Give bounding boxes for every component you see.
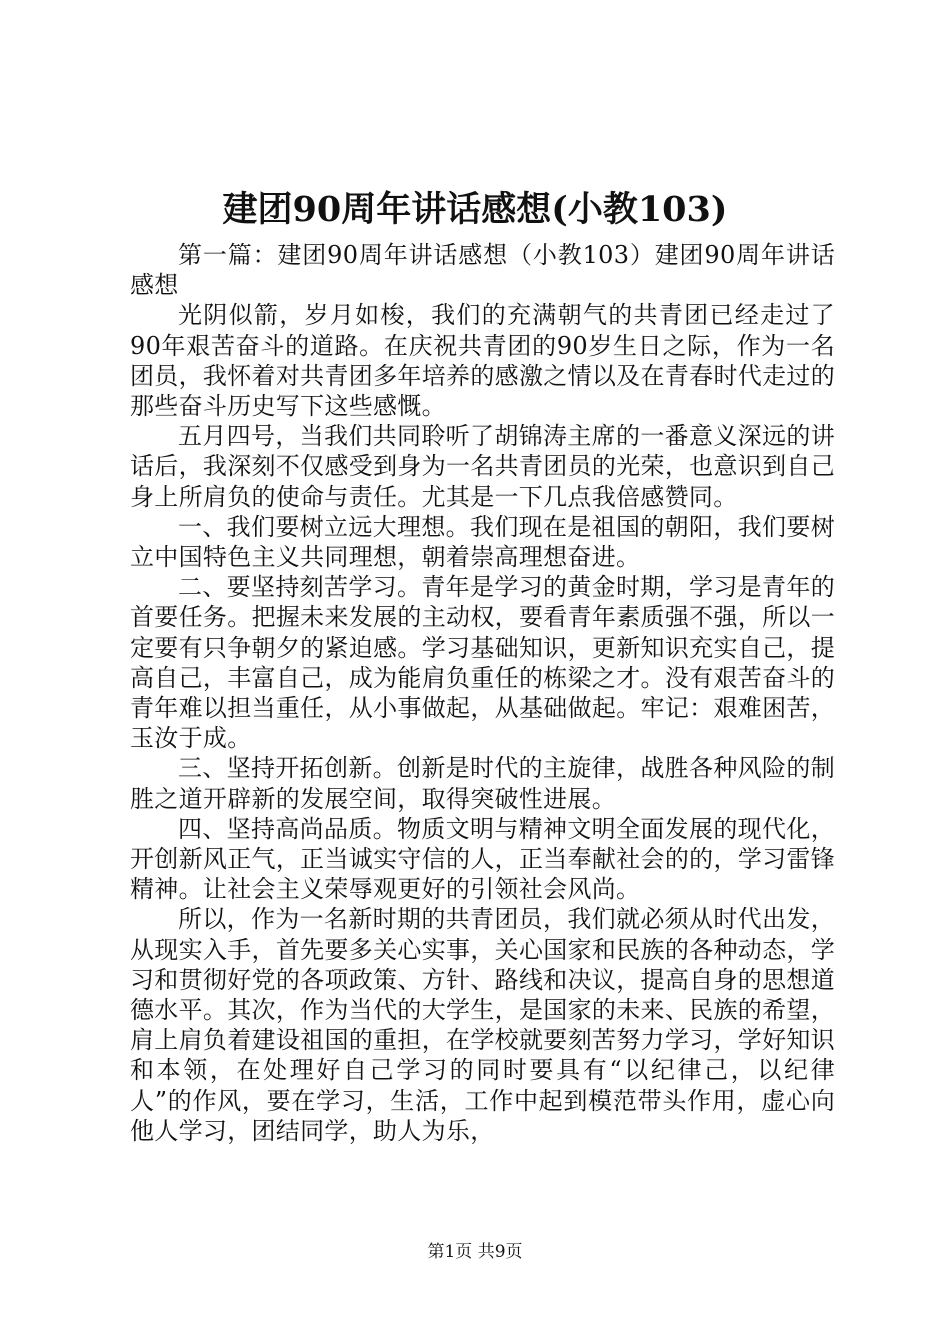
document-body: [130, 240, 835, 1146]
paragraph: 所以，作为一名新时期的共青团员，我们就必须从时代出发，从现实入手，首先要多关心实事，关心国家和民族的各种动态，学习和贯彻好党的各项政策、方针、路线和决议，提高自身的思想道德水平。其次，作为当代的大学生，是国家的未来、民族的希望，肩上肩负着建设祖国的重担，在学校就要刻苦努力学习，学好知识和本领，在处理好自己学习的同时要具有“以纪律己，以纪律人”的作风，要在学习，生活，工作中起到模范带头作用，虚心向他人学习，团结同学，助人为乐，: [130, 905, 835, 1145]
paragraph-heading: 第一篇：建团90周年讲话感想（小教103）建团90周年讲话感想: [130, 241, 835, 300]
paragraph: 一、我们要树立远大理想。我们现在是祖国的朝阳，我们要树立中国特色主义共同理想，朝着崇高理想奋进。: [130, 512, 835, 572]
document-title: 建团90周年讲话感想(小教103): [222, 189, 728, 230]
paragraph: 光阴似箭，岁月如梭，我们的充满朝气的共青团已经走过了90年艰苦奋斗的道路。在庆祝共青团的90岁生日之际，作为一名团员，我怀着对共青团多年培养的感激之情以及在青春时代走过的那些奋斗历史写下这些感慨。: [130, 301, 835, 421]
paragraph: 四、坚持高尚品质。物质文明与精神文明全面发展的现代化，开创新风正气，正当诚实守信的人，正当奉献社会的的，学习雷锋精神。让社会主义荣辱观更好的引领社会风尚。: [130, 814, 835, 904]
paragraph: 二、要坚持刻苦学习。青年是学习的黄金时期，学习是青年的首要任务。把握未来发展的主动权，要看青年素质强不强，所以一定要有只争朝夕的紧迫感。学习基础知识，更新知识充实自己，提高自己，丰富自己，成为能肩负重任的栋梁之才。没有艰苦奋斗的青年难以担当重任，从小事做起，从基础做起。牢记：艰难困苦，玉汝于成。: [130, 573, 835, 753]
paragraph: 五月四号，当我们共同聆听了胡锦涛主席的一番意义深远的讲话后，我深刻不仅感受到身为一名共青团员的光荣，也意识到自己身上所肩负的使命与责任。尤其是一下几点我倍感赞同。: [130, 422, 835, 511]
page-number-footer: 第1页 共9页: [427, 1242, 523, 1262]
paragraph: 三、坚持开拓创新。创新是时代的主旋律，战胜各种风险的制胜之道开辟新的发展空间，取得突破性进展。: [130, 754, 835, 813]
